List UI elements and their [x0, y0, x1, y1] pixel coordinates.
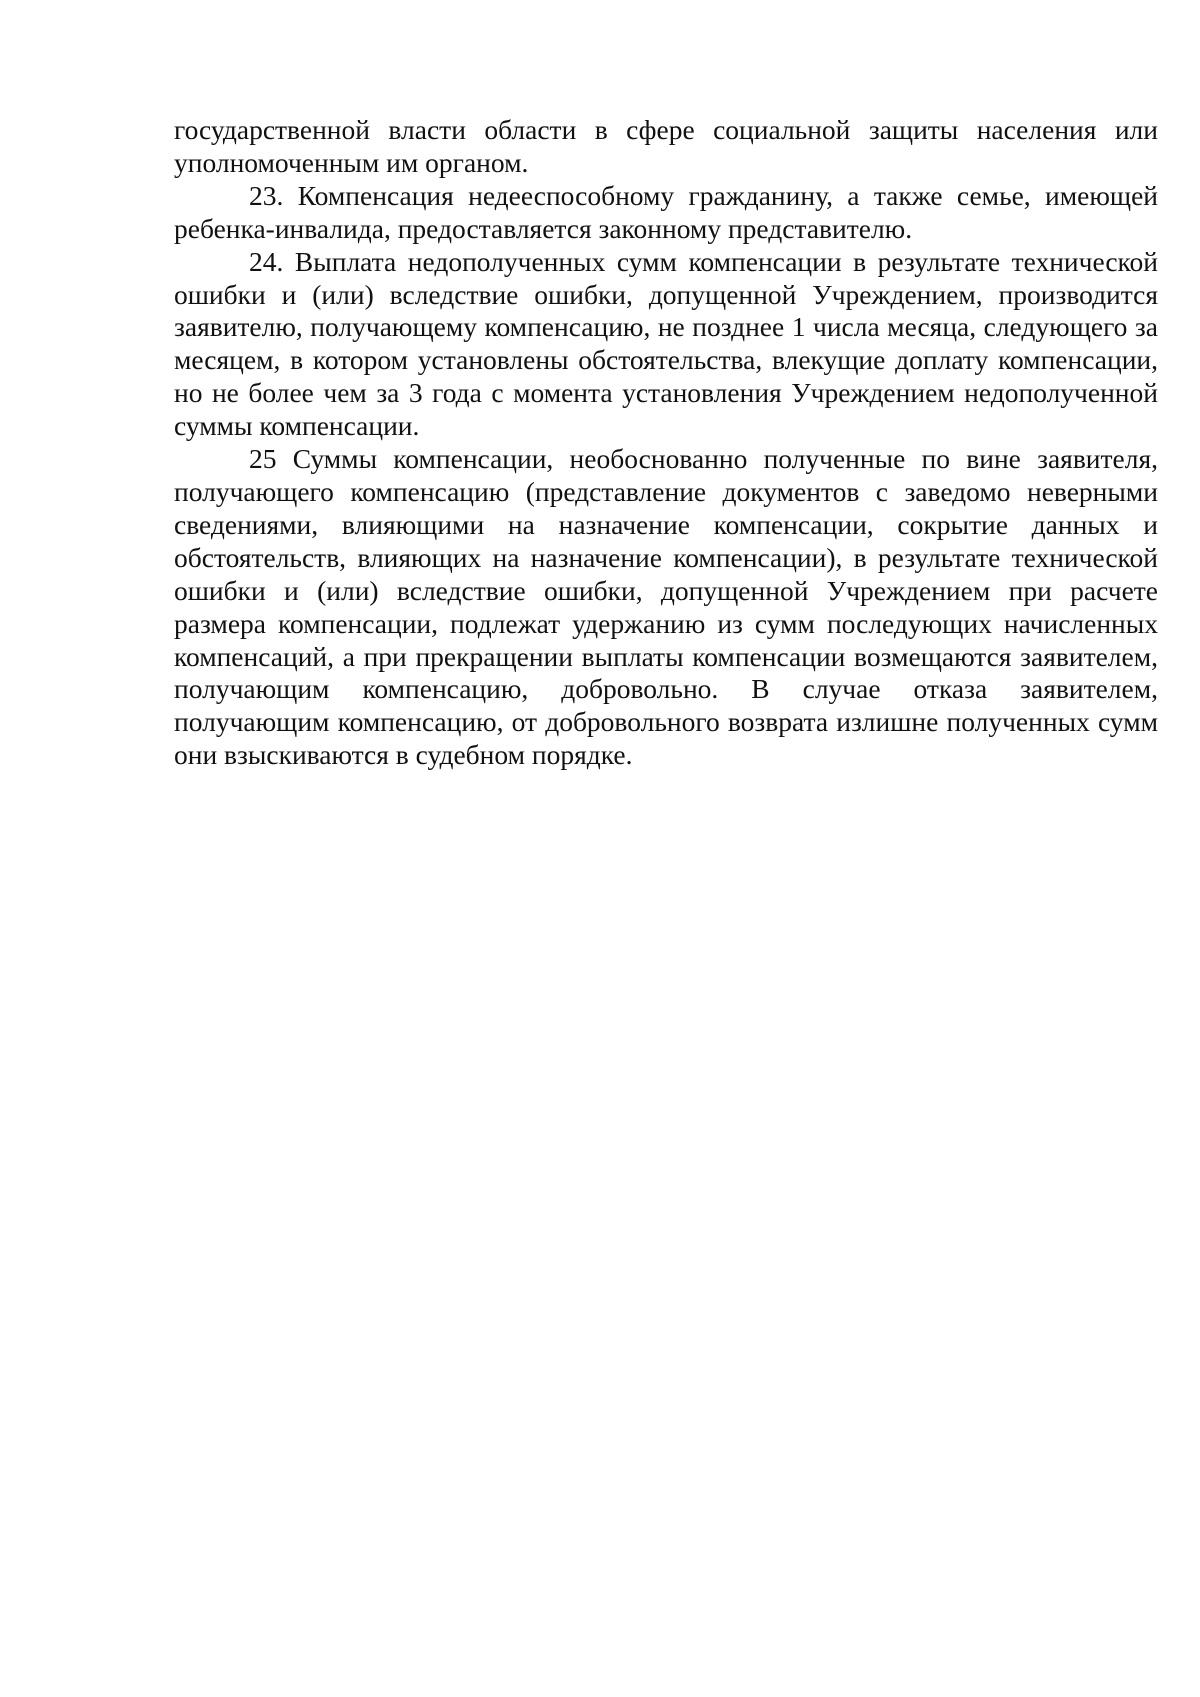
paragraph-23: 23. Компенсация недееспособному гражданину, а также семье, имеющей ребенка-инвалида, предоставляется законному представителю. — [174, 179, 1158, 244]
paragraph-continuation: государственной власти области в сфере социальной защиты населения или уполномоченным им органом. — [174, 114, 1158, 178]
paragraph-24: 24. Выплата недополученных сумм компенсации в результате технической ошибки и (или) вследствие ошибки, допущенной Учреждением, производится заявителю, получающему компенсацию, не позднее 1 числа месяца, следующего за месяцем, в котором установлены обстоятельства, влекущие доплату компенсации, но не более чем за 3 года с момента установления Учреждением недополученной суммы компенсации. — [174, 245, 1158, 442]
document-body — [174, 114, 1158, 772]
paragraph-25: 25 Суммы компенсации, необоснованно полученные по вине заявителя, получающего компенсацию (представление документов с заведомо неверными сведениями, влияющими на назначение компенсации, сокрытие данных и обстоятельств, влияющих на назначение компенсации), в результате технической ошибки и (или) вследствие ошибки, допущенной Учреждением при расчете размера компенсации, подлежат удержанию из сумм последующих начисленных компенсаций, а при прекращении выплаты компенсации возмещаются заявителем, получающим компенсацию, добровольно. В случае отказа заявителем, получающим компенсацию, от добровольного возврата излишне полученных сумм они взыскиваются в судебном порядке. — [174, 443, 1158, 771]
